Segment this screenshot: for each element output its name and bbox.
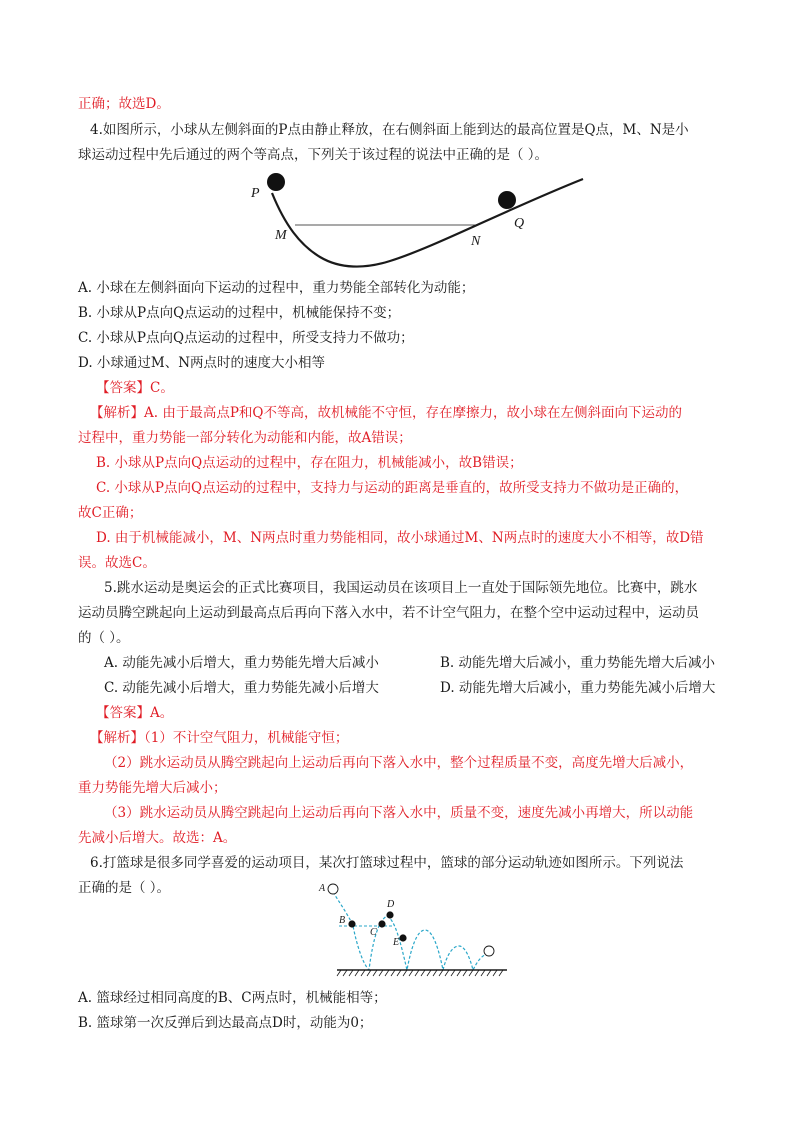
q5-options-row2: [104, 678, 754, 698]
q5-explanation-3: 重力势能先增大后减小；: [78, 780, 227, 796]
q4-label-m: M: [275, 228, 287, 243]
q4-stem-line2: 球运动过程中先后通过的两个等高点，下列关于该过程的说法中正确的是（ ）。: [78, 147, 549, 163]
q5-option-a: A. 动能先减小后增大，重力势能先增大后减小: [104, 655, 379, 671]
q6-label-e: E: [393, 937, 400, 948]
q6-ball-a: [328, 884, 338, 894]
q6-ground-hatch: [337, 970, 503, 976]
q6-trajectory: [333, 892, 487, 970]
q6-ball-b: [348, 920, 355, 927]
q6-ball-e: [399, 934, 406, 941]
q5-option-b: B. 动能先增大后减小，重力势能先增大后减小: [440, 655, 716, 671]
q4-label-q: Q: [514, 216, 525, 231]
q5-explanation-2: （2）跳水运动员从腾空跳起向上运动后再向下落入水中，整个过程质量不变，高度先增大后减小，: [104, 755, 694, 771]
q4-explanation-7: 误。故选C。: [78, 555, 156, 571]
q4-option-b: B. 小球从P点向Q点运动的过程中，机械能保持不变；: [78, 305, 401, 321]
q4-explanation-4: C. 小球从P点向Q点运动的过程中，支持力与运动的距离是垂直的，故所受支持力不做功是正确的，: [96, 480, 689, 496]
q5-explanation-1: 【解析】（1）不计空气阻力，机械能守恒；: [90, 730, 349, 746]
prev-answer-end: 正确；故选D。: [78, 96, 170, 112]
q6-option-b: B. 篮球第一次反弹后到达最高点D时，动能为0；: [78, 1015, 373, 1031]
q4-track-curve: [272, 179, 583, 267]
q6-label-c: C: [370, 927, 377, 938]
q5-explanation-4: （3）跳水运动员从腾空跳起向上运动后再向下落入水中，质量不变，速度先减小再增大，所以动能: [104, 805, 694, 821]
q6-label-d: D: [387, 899, 395, 910]
q6-label-b: B: [339, 915, 346, 926]
q4-explanation-2: 过程中，重力势能一部分转化为动能和内能，故A错误；: [78, 430, 412, 446]
q4-ball-q: [498, 191, 516, 209]
q4-answer: 【答案】C。: [96, 380, 174, 396]
q4-option-a: A. 小球在左侧斜面向下运动的过程中，重力势能全部转化为动能；: [78, 280, 475, 296]
q4-option-c: C. 小球从P点向Q点运动的过程中，所受支持力不做功；: [78, 330, 414, 346]
q5-stem-line3: 的（ ）。: [78, 630, 130, 646]
q6-option-a: A. 篮球经过相同高度的B、C两点时，机械能相等；: [78, 990, 387, 1006]
q4-ball-p: [267, 173, 285, 191]
q5-options-row1: [104, 653, 754, 673]
q6-ball-c: [378, 920, 385, 927]
q5-option-c: C. 动能先减小后增大，重力势能先减小后增大: [104, 680, 379, 696]
q5-explanation-5: 先减小后增大。故选：A。: [78, 830, 237, 846]
q6-label-a: A: [319, 883, 326, 894]
q6-stem-line1: 6.打篮球是很多同学喜爱的运动项目，某次打篮球过程中，篮球的部分运动轨迹如图所示。下列说法: [90, 855, 684, 871]
q4-label-p: P: [251, 186, 260, 201]
q5-answer: 【答案】A。: [96, 705, 174, 721]
q4-explanation-1: 【解析】A. 由于最高点P和Q不等高，故机械能不守恒，存在摩擦力，故小球在左侧斜面向下运动的: [90, 405, 682, 421]
q5-stem-line2: 运动员腾空跳起向上运动到最高点后再向下落入水中，若不计空气阻力，在整个空中运动过程中，运动员: [78, 605, 699, 621]
q4-option-d: D. 小球通过M、N两点时的速度大小相等: [78, 355, 326, 371]
q6-figure-basketball: [315, 878, 515, 983]
q6-stem-line2: 正确的是（ ）。: [78, 880, 171, 896]
q4-figure-slope: [245, 165, 590, 275]
q4-explanation-5: 故C正确；: [78, 505, 143, 521]
q5-stem-line1: 5.跳水运动是奥运会的正式比赛项目，我国运动员在该项目上一直处于国际领先地位。比赛中，跳水: [104, 580, 698, 596]
q4-explanation-6: D. 由于机械能减小，M、N两点时重力势能相同，故小球通过M、N两点时的速度大小不相等，故D错: [96, 530, 704, 546]
q6-ball-d: [386, 911, 393, 918]
q5-option-d: D. 动能先增大后减小，重力势能先减小后增大: [440, 680, 716, 696]
q4-explanation-3: B. 小球从P点向Q点运动的过程中，存在阻力，机械能减小，故B错误；: [96, 455, 523, 471]
q4-stem-line1: 4.如图所示，小球从左侧斜面的P点由静止释放，在右侧斜面上能到达的最高位置是Q点，M、N是小: [90, 122, 689, 138]
q6-ball-end: [484, 946, 494, 956]
q4-label-n: N: [471, 234, 481, 249]
